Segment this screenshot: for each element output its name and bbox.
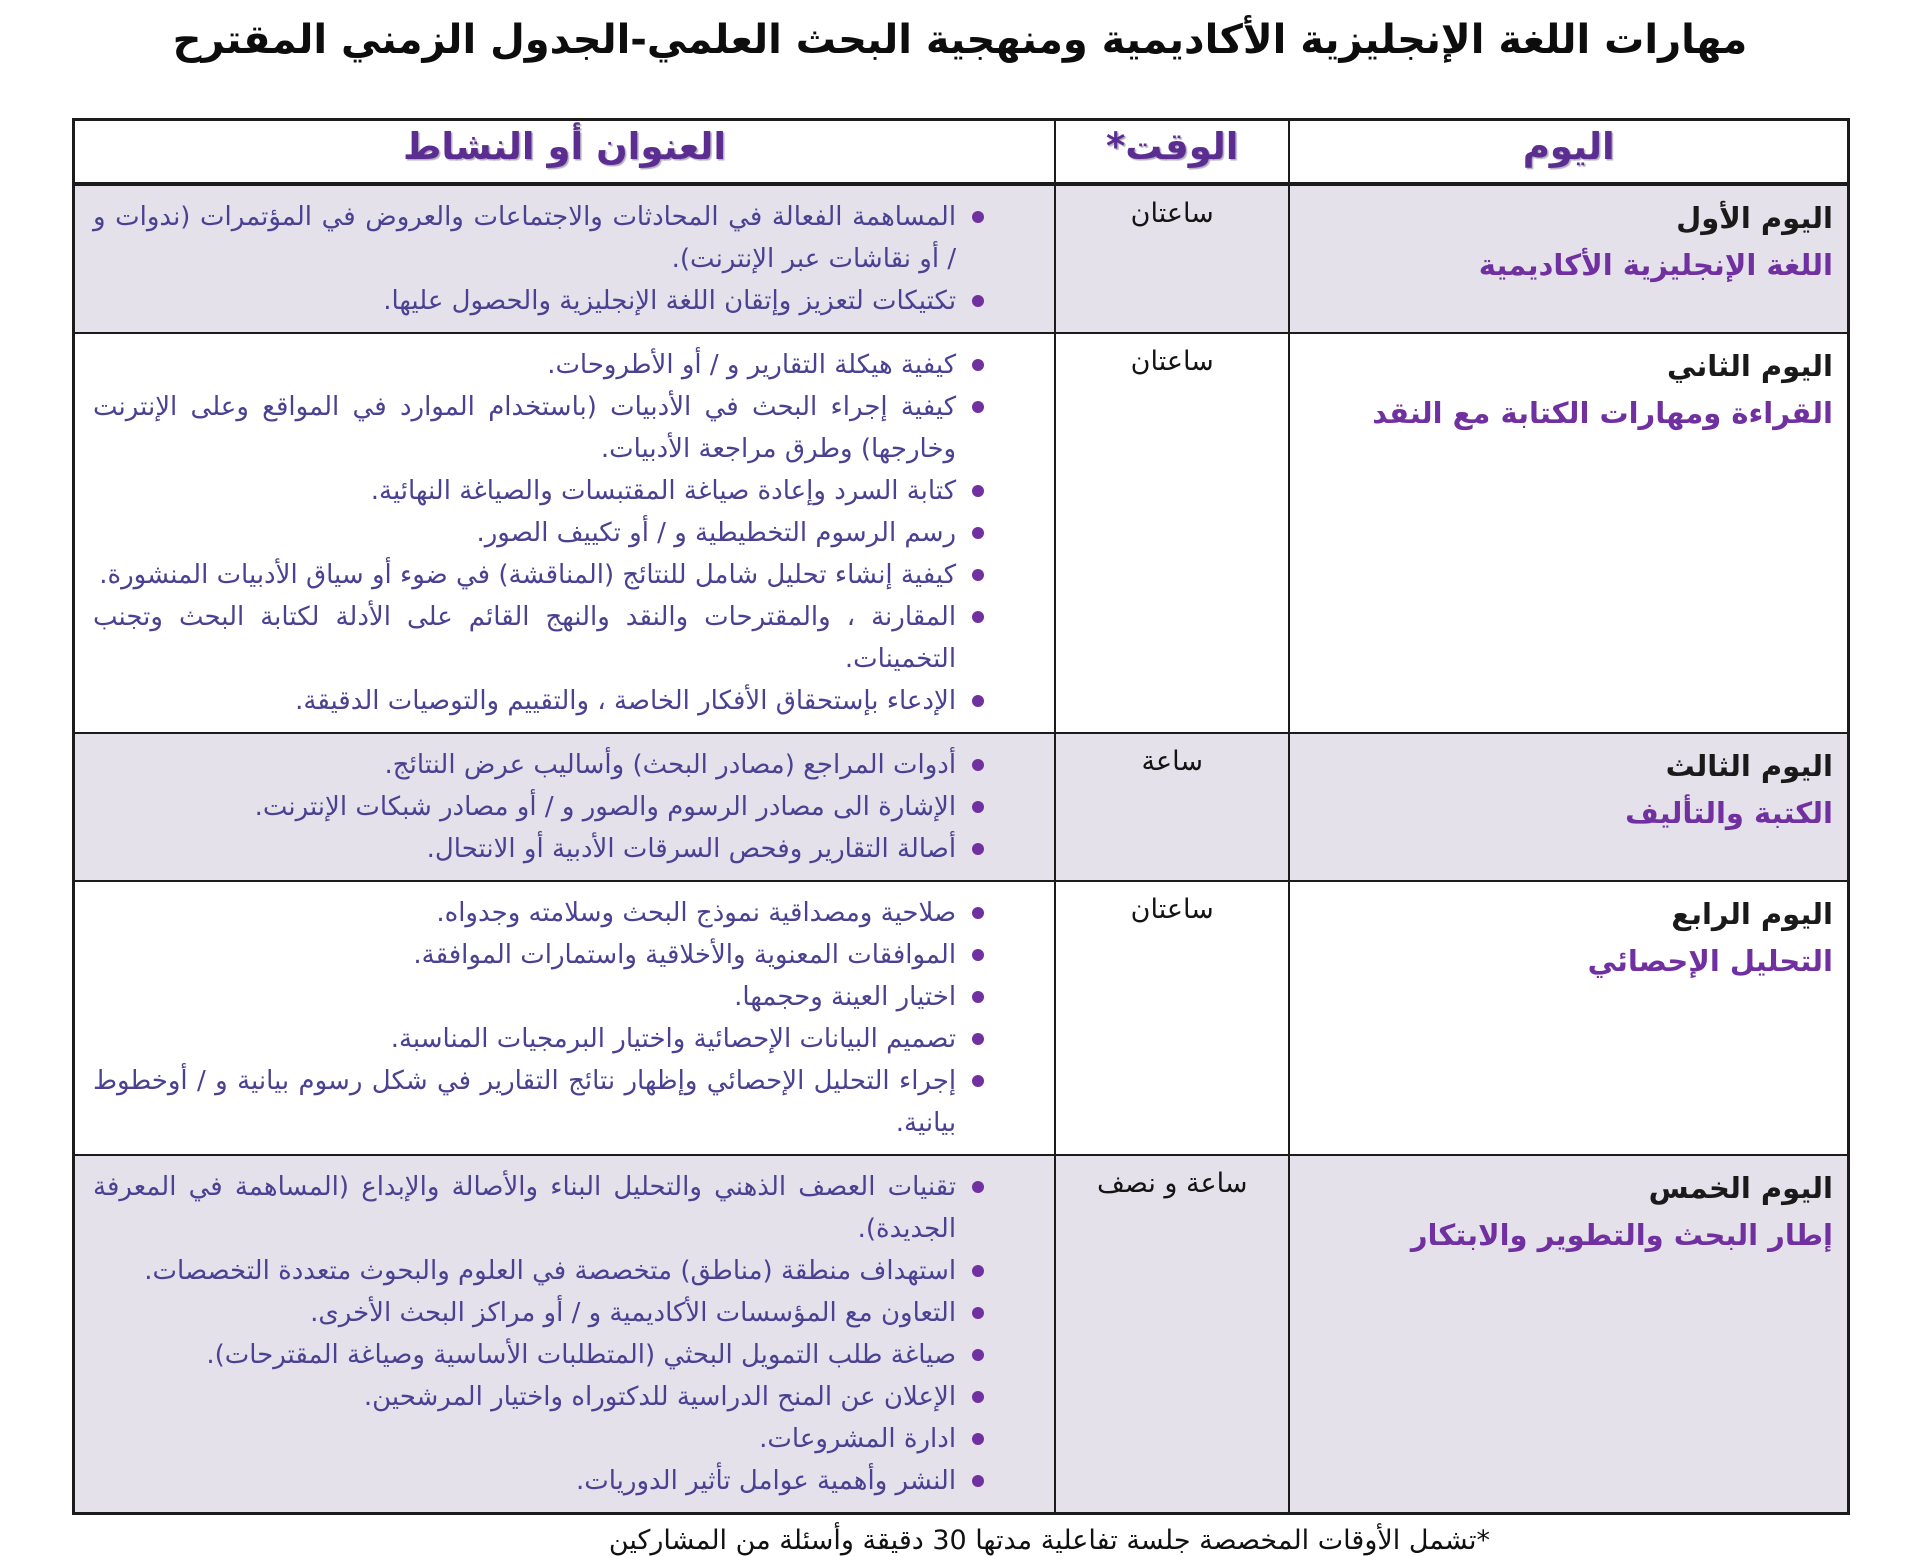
table-header [74, 120, 1849, 184]
header-day: اليوم [1289, 120, 1848, 184]
activity-item: التعاون مع المؤسسات الأكاديمية و / أو مراكز البحث الأخرى. [93, 1292, 990, 1334]
activity-list [93, 188, 990, 330]
time-cell: ساعتان [1055, 333, 1289, 733]
day-topic: التحليل الإحصائي [1587, 943, 1833, 978]
schedule-body [74, 184, 1849, 1514]
table-row-day-3 [74, 733, 1849, 881]
table-row-day-5 [74, 1155, 1849, 1514]
activity-cell [74, 881, 1056, 1155]
activity-item: الإدعاء بإستحقاق الأفكار الخاصة ، والتقييم والتوصيات الدقيقة. [93, 680, 990, 722]
time-cell: ساعتان [1055, 184, 1289, 333]
day-cell [1289, 333, 1848, 733]
activity-cell [74, 733, 1056, 881]
activity-item: كيفية إنشاء تحليل شامل للنتائج (المناقشة) في ضوء أو سياق الأدبيات المنشورة. [93, 554, 990, 596]
day-title: اليوم الرابع [1671, 896, 1833, 931]
activity-item: صلاحية ومصداقية نموذج البحث وسلامته وجدواه. [93, 892, 990, 934]
day-cell [1289, 184, 1848, 333]
activity-cell [74, 1155, 1056, 1514]
activity-item: المقارنة ، والمقترحات والنقد والنهج القائم على الأدلة لكتابة البحث وتجنب التخمينات. [93, 596, 990, 680]
activity-item: المساهمة الفعالة في المحادثات والاجتماعات والعروض في المؤتمرات (ندوات و / أو نقاشات عبر الإنترنت). [93, 196, 990, 280]
day-topic: اللغة الإنجليزية الأكاديمية [1478, 247, 1833, 282]
activity-item: كيفية هيكلة التقارير و / أو الأطروحات. [93, 344, 990, 386]
schedule-table-wrapper [72, 118, 1850, 1515]
activity-item: الإشارة الى مصادر الرسوم والصور و / أو مصادر شبكات الإنترنت. [93, 786, 990, 828]
day-topic: إطار البحث والتطوير والابتكار [1410, 1217, 1833, 1252]
day-cell [1289, 881, 1848, 1155]
activity-item: تصميم البيانات الإحصائية واختيار البرمجيات المناسبة. [93, 1018, 990, 1060]
activity-list [93, 1158, 990, 1510]
day-topic: القراءة ومهارات الكتابة مع النقد [1372, 395, 1833, 430]
activity-list [93, 884, 990, 1152]
activity-item: كتابة السرد وإعادة صياغة المقتبسات والصياغة النهائية. [93, 470, 990, 512]
activity-item: استهداف منطقة (مناطق) متخصصة في العلوم والبحوث متعددة التخصصات. [93, 1250, 990, 1292]
day-cell [1289, 1155, 1848, 1514]
activity-item: رسم الرسوم التخطيطية و / أو تكييف الصور. [93, 512, 990, 554]
activity-item: أصالة التقارير وفحص السرقات الأدبية أو الانتحال. [93, 828, 990, 870]
activity-item: ادارة المشروعات. [93, 1418, 990, 1460]
activity-list [93, 736, 990, 878]
page-title: مهارات اللغة الإنجليزية الأكاديمية ومنهجية البحث العلمي-الجدول الزمني المقترح [172, 17, 1748, 63]
activity-item: اختيار العينة وحجمها. [93, 976, 990, 1018]
header-time: الوقت* [1055, 120, 1289, 184]
day-title: اليوم الثالث [1665, 748, 1833, 783]
activity-item: صياغة طلب التمويل البحثي (المتطلبات الأساسية وصياغة المقترحات). [93, 1334, 990, 1376]
day-title: اليوم الأول [1676, 200, 1833, 235]
activity-item: إجراء التحليل الإحصائي وإظهار نتائج التقارير في شكل رسوم بيانية و / أوخطوط بيانية. [93, 1060, 990, 1144]
table-row-day-1 [74, 184, 1849, 333]
activity-item: الإعلان عن المنح الدراسية للدكتوراه واختيار المرشحين. [93, 1376, 990, 1418]
footnote-text: *تشمل الأوقات المخصصة جلسة تفاعلية مدتها 30 دقيقة وأسئلة من المشاركين [608, 1524, 1490, 1556]
activity-list [93, 336, 990, 730]
activity-item: تقنيات العصف الذهني والتحليل البناء والأصالة والإبداع (المساهمة في المعرفة الجديدة). [93, 1166, 990, 1250]
activity-cell [74, 333, 1056, 733]
day-cell [1289, 733, 1848, 881]
schedule-table [72, 118, 1850, 1515]
activity-item: كيفية إجراء البحث في الأدبيات (باستخدام الموارد في المواقع وعلى الإنترنت وخارجها) وطرق مراجعة الأدبيات. [93, 386, 990, 470]
activity-item: الموافقات المعنوية والأخلاقية واستمارات الموافقة. [93, 934, 990, 976]
activity-item: النشر وأهمية عوامل تأثير الدوريات. [93, 1460, 990, 1502]
activity-item: أدوات المراجع (مصادر البحث) وأساليب عرض النتائج. [93, 744, 990, 786]
header-activity: العنوان أو النشاط [74, 120, 1056, 184]
table-row-day-2 [74, 333, 1849, 733]
time-cell: ساعة [1055, 733, 1289, 881]
time-cell: ساعة و نصف [1055, 1155, 1289, 1514]
time-cell: ساعتان [1055, 881, 1289, 1155]
activity-item: تكتيكات لتعزيز وإتقان اللغة الإنجليزية والحصول عليها. [93, 280, 990, 322]
day-title: اليوم الخمس [1648, 1170, 1833, 1205]
activity-cell [74, 184, 1056, 333]
day-topic: الكتبة والتأليف [1625, 795, 1833, 830]
table-row-day-4 [74, 881, 1849, 1155]
day-title: اليوم الثاني [1667, 348, 1833, 383]
